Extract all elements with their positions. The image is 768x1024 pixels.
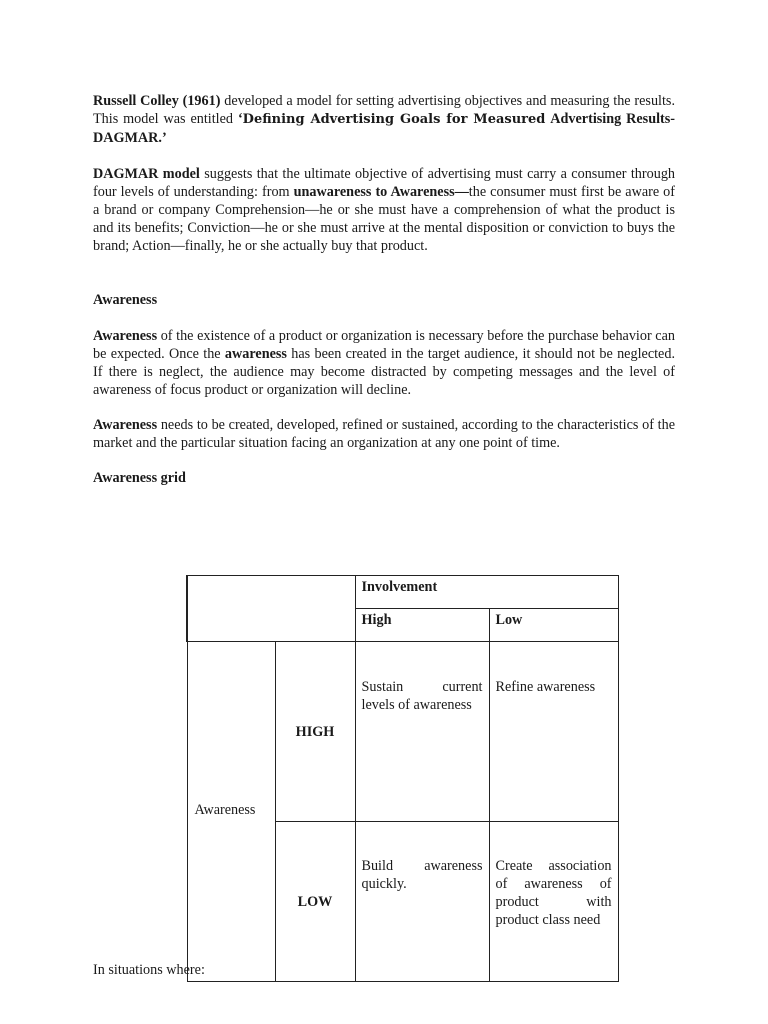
intro-text: developed a model for setting advertising objectives and measuring the results. This model was entitled bbox=[93, 93, 675, 127]
intro-title-part2: Advertising Results- DAGMAR.’ bbox=[93, 111, 675, 146]
grid-high-low-cell bbox=[489, 642, 618, 822]
dagmar-text2: the consumer must first be aware of a brand or company Comprehension—he or she must have a comprehension of what the product is and its benefits; Conviction—he or she must arrive at the mental disposition or conviction to buys the brand; Action—finally, he or she actually buy that product. bbox=[93, 184, 675, 254]
grid-low-high-text: Build awareness quickly. bbox=[361, 858, 483, 892]
awareness-p1-lead: Awareness bbox=[93, 328, 158, 344]
intro-author: Russell Colley (1961) bbox=[93, 93, 221, 109]
awareness-p1-text2: has been created in the target audience, it should not be neglected. If there is neglect, the audience may become distracted by competing messages and the level of awareness of focus product or organization will decline. bbox=[93, 346, 675, 398]
awareness-grid-heading: Awareness grid bbox=[93, 470, 186, 486]
awareness-p1-bold: awareness bbox=[224, 346, 287, 362]
dagmar-emphasis: unawareness to Awareness— bbox=[293, 184, 469, 200]
document-body bbox=[93, 92, 675, 487]
dagmar-paragraph bbox=[93, 165, 675, 255]
intro-title-quote: ‘ bbox=[237, 111, 243, 127]
dagmar-lead: DAGMAR model bbox=[93, 166, 200, 182]
awareness-paragraph-2 bbox=[93, 416, 675, 452]
grid-col-high: High bbox=[355, 609, 489, 642]
awareness-heading: Awareness bbox=[93, 292, 158, 308]
dagmar-text1: suggests that the ultimate objective of advertising must carry a consumer through four levels of understanding: from bbox=[93, 166, 676, 200]
grid-low-low-cell bbox=[489, 822, 618, 982]
awareness-p2-text: needs to be created, developed, refined or sustained, according to the characteristics of the market and the particular situation facing an organization at any one point of time. bbox=[93, 417, 675, 451]
grid-col-low: Low bbox=[489, 609, 618, 642]
awareness-grid-table bbox=[186, 575, 619, 982]
awareness-p2-lead: Awareness bbox=[93, 417, 158, 433]
grid-row-axis-label bbox=[187, 642, 275, 982]
grid-row-low: LOW bbox=[275, 822, 355, 982]
closing-line: In situations where: bbox=[93, 962, 205, 978]
grid-row-axis-text: Awareness bbox=[194, 801, 256, 818]
grid-high-high-cell bbox=[355, 642, 489, 822]
grid-high-low-text: Refine awareness bbox=[495, 679, 596, 695]
grid-empty-corner bbox=[187, 576, 355, 642]
grid-high-high-text: Sustain current levels of awareness bbox=[361, 679, 483, 713]
grid-low-high-cell bbox=[355, 822, 489, 982]
intro-title-part1: Defining Advertising Goals for Measured bbox=[242, 112, 546, 127]
grid-involvement-header: Involvement bbox=[355, 576, 618, 609]
intro-paragraph bbox=[93, 92, 675, 147]
grid-row-high: HIGH bbox=[275, 642, 355, 822]
grid-low-low-text: Create association of awareness of product with product class need bbox=[495, 858, 612, 928]
awareness-grid bbox=[186, 575, 617, 928]
awareness-paragraph-1 bbox=[93, 327, 675, 399]
awareness-p1-text1: of the existence of a product or organization is necessary before the purchase behavior can be expected. Once the bbox=[93, 328, 675, 362]
